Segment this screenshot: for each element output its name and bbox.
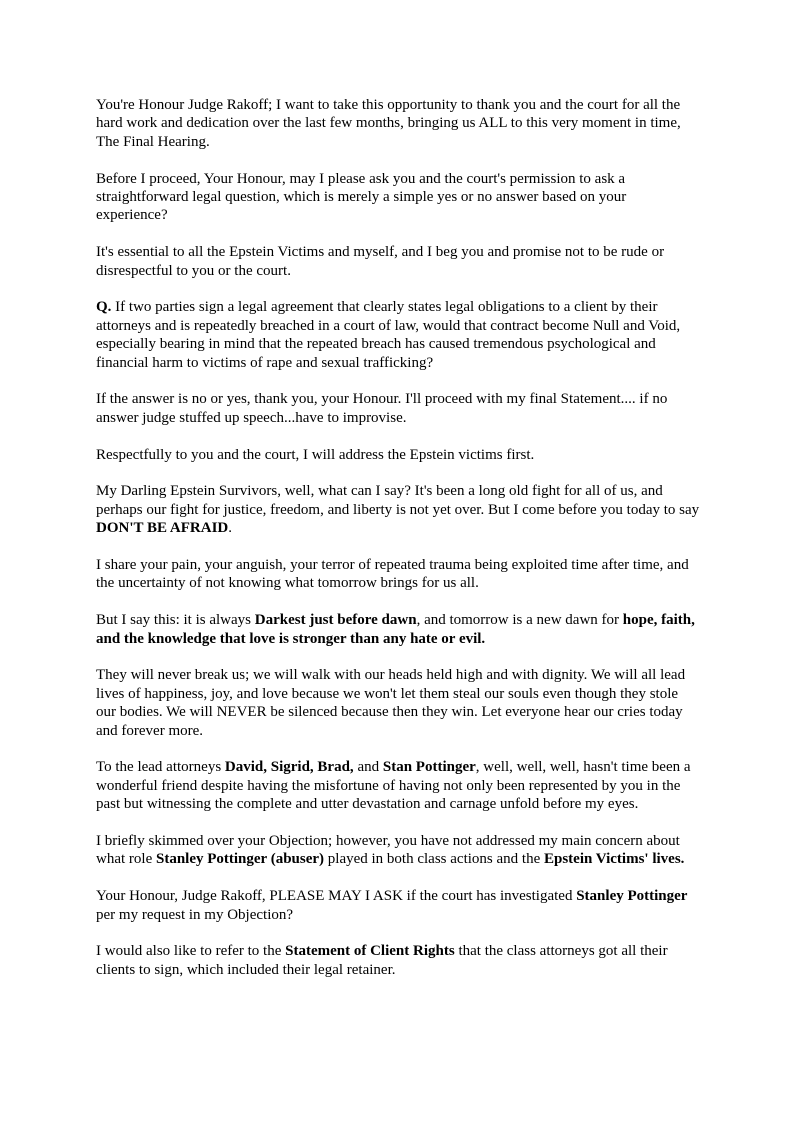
text-run: and (353, 759, 383, 776)
text-run: My Darling Epstein Survivors, well, what can I say? It's been a long old fight for all of us, and perhaps our fight for justice, freedom, and liberty is not yet over. But I come before you today to say (96, 483, 700, 518)
text-run: But I say this: it is always (96, 612, 255, 629)
paragraph (96, 556, 701, 593)
bold-text-run: hope, faith, and the knowledge that love is stronger than any hate or evil. (96, 612, 695, 647)
bold-text-run: David, Sigrid, Brad, (224, 759, 354, 776)
text-run: Your Honour, Judge Rakoff, PLEASE MAY I ASK if the court has investigated (96, 888, 577, 905)
bold-text-run: Stanley Pottinger (576, 888, 688, 905)
text-run: Respectfully to you and the court, I will address the Epstein victims first. (96, 446, 535, 463)
document-page (96, 96, 701, 998)
text-run: I share your pain, your anguish, your terror of repeated trauma being exploited time after time, and the uncertainty of not knowing what tomorrow brings for us all. (96, 557, 689, 592)
text-run: If the answer is no or yes, thank you, your Honour. I'll proceed with my final Statement.... if no answer judge stuffed up speech...have to improvise. (96, 391, 668, 426)
paragraph (96, 758, 701, 813)
bold-text-run: DON'T BE AFRAID (96, 520, 229, 537)
bold-text-run: Q. (96, 299, 112, 316)
bold-text-run: Darkest just before dawn (254, 612, 417, 629)
paragraph (96, 832, 701, 869)
paragraph (96, 96, 701, 151)
paragraph (96, 298, 701, 372)
text-run: . (228, 520, 232, 537)
text-run: It's essential to all the Epstein Victims and myself, and I beg you and promise not to be rude or disrespectful to you or the court. (96, 244, 665, 279)
text-run: If two parties sign a legal agreement that clearly states legal obligations to a client by their attorneys and is repeatedly breached in a court of law, would that contract become Null and Void, especially bearing in mind that the repeated breach has caused tremendous psychological and financial harm to victims of rape and sexual trafficking? (96, 299, 681, 371)
bold-text-run: Stanley Pottinger (abuser) (155, 851, 325, 868)
text-run: They will never break us; we will walk with our heads held high and with dignity. We will all lead lives of happiness, joy, and love because we won't let them steal our souls even though they stole our bodies. We will NEVER be silenced because then they win. Let everyone hear our cries today and forever more. (96, 667, 686, 739)
paragraph (96, 887, 701, 924)
text-run: To the lead attorneys (96, 759, 225, 776)
bold-text-run: Statement of Client Rights (285, 943, 455, 960)
paragraph (96, 446, 701, 464)
bold-text-run: Epstein Victims' lives. (543, 851, 685, 868)
paragraph (96, 611, 701, 648)
paragraph (96, 170, 701, 225)
paragraph (96, 482, 701, 537)
paragraph (96, 666, 701, 740)
text-run: , well, well, well, hasn't time been a wonderful friend despite having the misfortune of having not only been represented by you in the past but witnessing the complete and utter devastation and carnage unfold before my eyes. (96, 759, 691, 813)
text-run: I would also like to refer to the (96, 943, 286, 960)
text-run: per my request in my Objection? (96, 906, 294, 923)
text-run: that the class attorneys got all their clients to sign, which included their legal retainer. (96, 943, 668, 978)
bold-text-run: Stan Pottinger (382, 759, 476, 776)
text-run: You're Honour Judge Rakoff; I want to take this opportunity to thank you and the court for all the hard work and dedication over the last few months, bringing us ALL to this very moment in time, The Final Hearing. (96, 97, 681, 150)
text-run: Before I proceed, Your Honour, may I please ask you and the court's permission to ask a straightforward legal question, which is merely a simple yes or no answer based on your experience? (96, 170, 627, 224)
text-run: I briefly skimmed over your Objection; however, you have not addressed my main concern about what role (96, 833, 680, 868)
text-run: played in both class actions and the (324, 851, 544, 868)
paragraph (96, 942, 701, 979)
paragraph (96, 243, 701, 280)
text-run: , and tomorrow is a new dawn for (416, 612, 623, 629)
paragraph (96, 390, 701, 427)
